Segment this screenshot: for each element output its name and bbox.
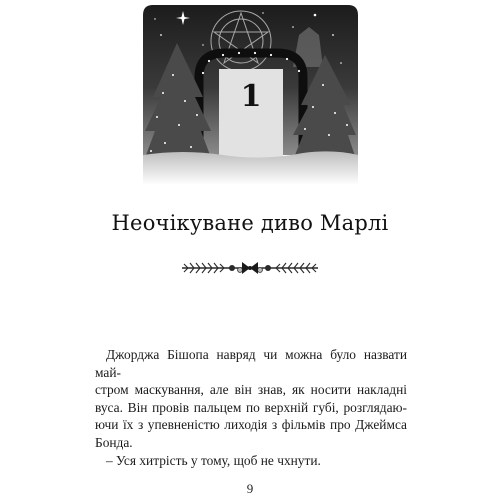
paragraph-1-line: Джорджа Бішопа навряд чи можна було назвати май- <box>95 347 407 380</box>
chapter-illustration <box>143 5 358 185</box>
paragraph-2: – Уся хитрість у тому, щоб не чхнути. <box>106 452 321 468</box>
chapter-title: Неочікуване диво Марлі <box>111 211 389 235</box>
chapter-number: 1 <box>240 79 262 114</box>
paragraph-1 <box>95 346 407 452</box>
page-number: 9 <box>246 481 254 496</box>
paragraph-1-line: вуса. Він провів пальцем по верхній губі, розглядаю- <box>95 399 407 415</box>
paragraph-1-line: ючи їх з упевненістю лиходія з фільмів про Джеймса <box>95 417 407 433</box>
body-text <box>95 346 407 469</box>
pine-branch-bow-ornament <box>178 258 322 278</box>
paragraph-1-line: Бонда. <box>95 434 133 450</box>
paragraph-1-line: стром маскування, але він знав, як носити накладні <box>95 382 407 398</box>
